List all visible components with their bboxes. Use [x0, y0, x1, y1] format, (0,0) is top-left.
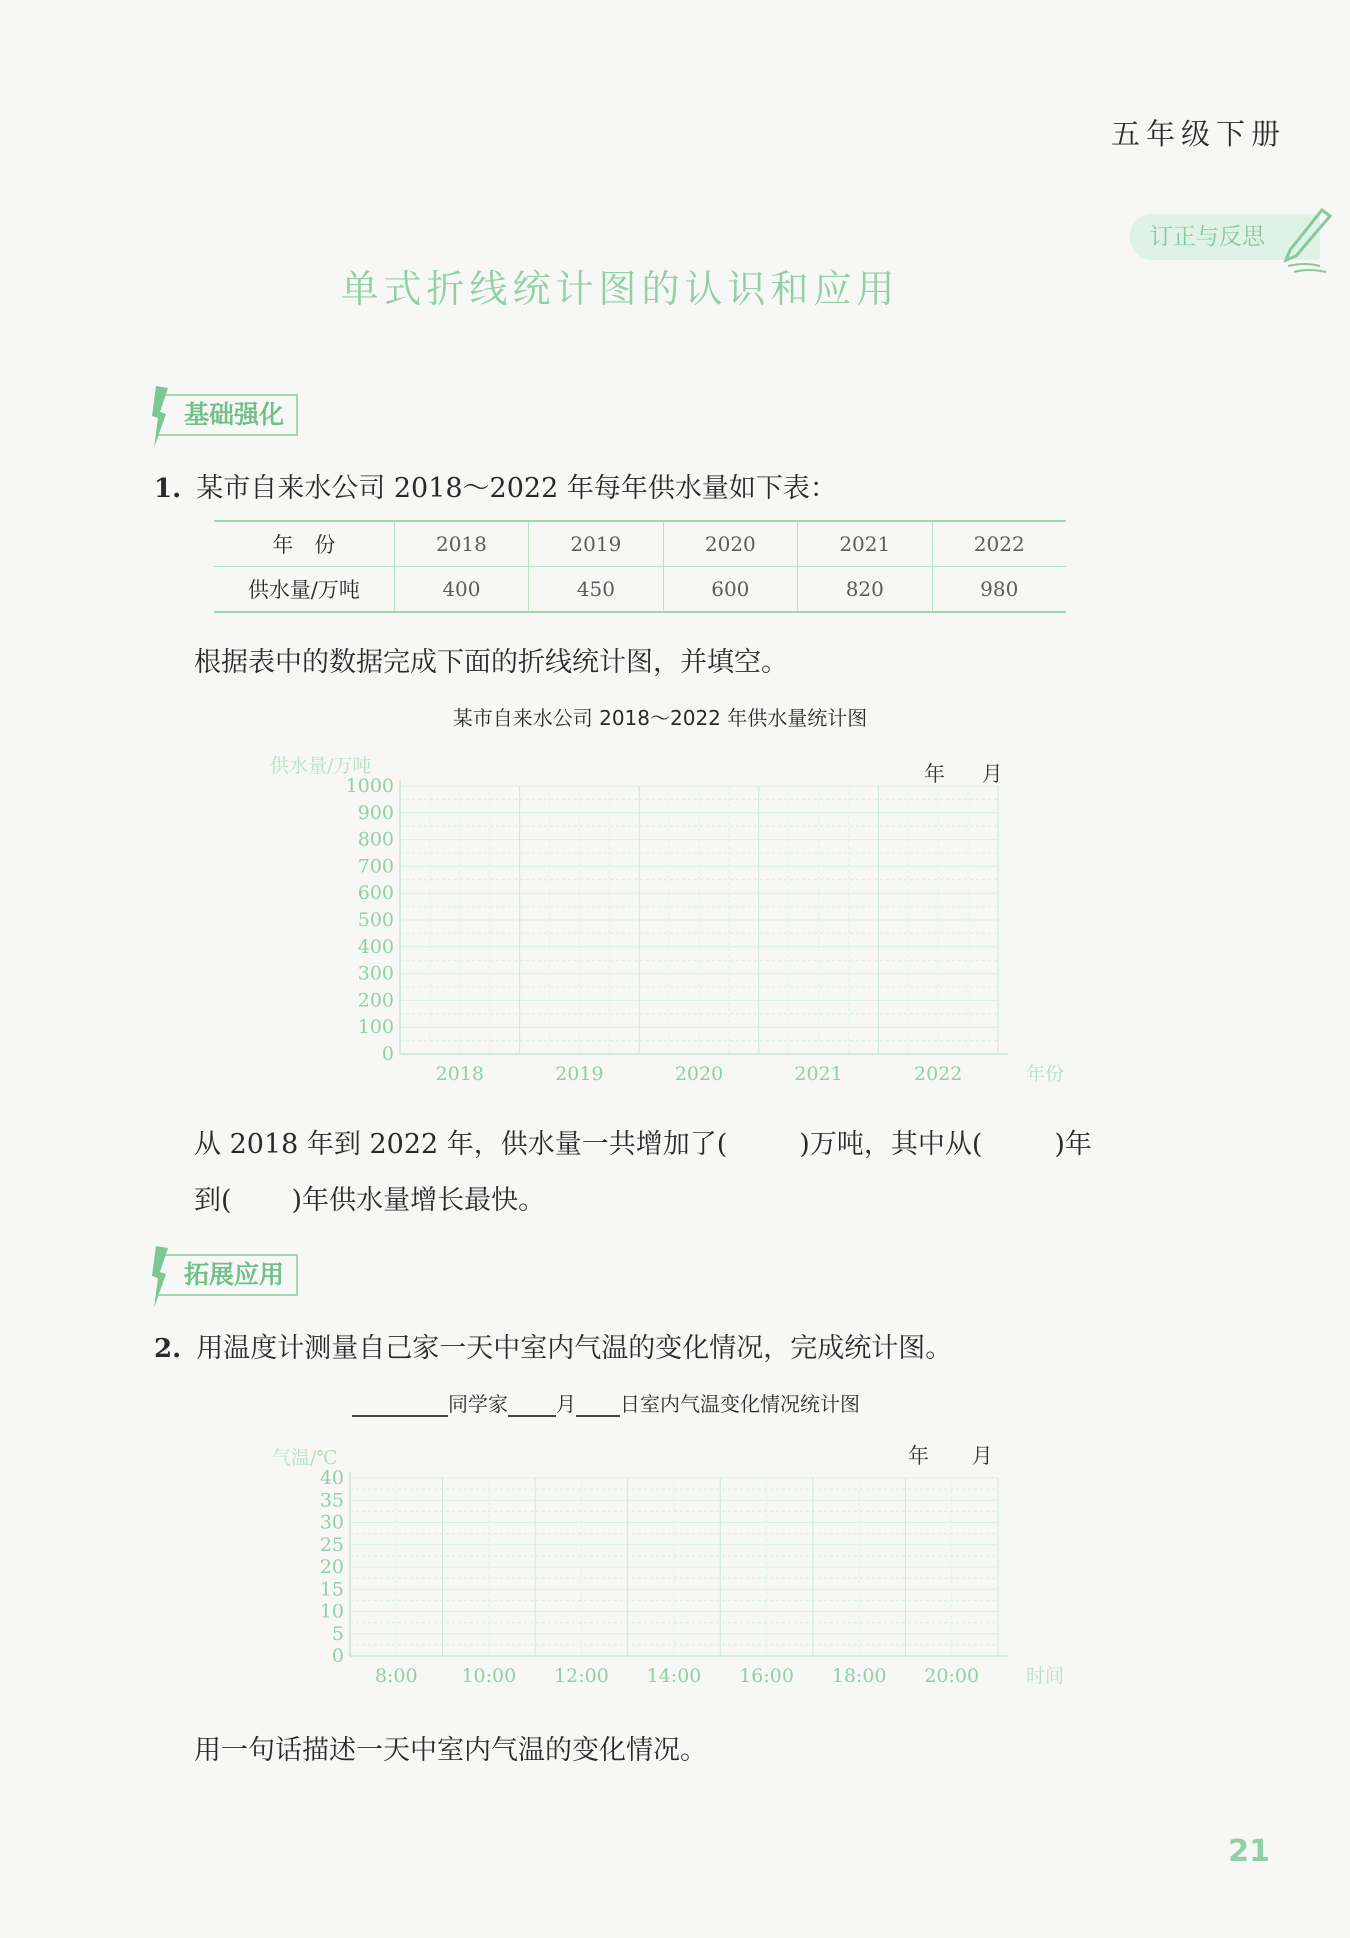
correction-reflection-tag — [1130, 214, 1320, 260]
table-cell: 2022 — [932, 522, 1066, 567]
caption-text: 月 — [556, 1392, 576, 1416]
table-cell: 2021 — [798, 522, 932, 567]
table-cell: 600 — [663, 567, 797, 612]
y-tick-label: 0 — [381, 1043, 394, 1065]
x-tick-label: 2020 — [674, 1063, 724, 1085]
table-cell: 2019 — [529, 522, 663, 567]
x-tick-label: 2021 — [794, 1063, 843, 1085]
y-tick-label: 20 — [319, 1556, 344, 1578]
table-cell: 2020 — [663, 522, 797, 567]
y-tick-label: 600 — [357, 882, 394, 905]
supply-line-chart — [250, 748, 1065, 1088]
table-cell: 2018 — [394, 522, 528, 567]
x-tick-label: 2018 — [435, 1063, 484, 1085]
y-tick-label: 700 — [357, 855, 394, 878]
fill-text: )年 — [1054, 1129, 1092, 1160]
temperature-line-chart — [250, 1440, 1065, 1690]
x-tick-label: 2022 — [914, 1063, 963, 1085]
x-tick-label: 8:00 — [374, 1665, 418, 1687]
month-label: 月 — [981, 762, 1003, 786]
fill-text: )年供水量增长最快。 — [291, 1185, 546, 1216]
grade-label: 五年级下册 — [1110, 117, 1286, 151]
supply-table — [214, 522, 1066, 611]
y-tick-label: 30 — [319, 1511, 344, 1534]
y-tick-label: 800 — [357, 828, 394, 851]
caption-text: 同学家 — [448, 1392, 508, 1416]
section-extend-tag — [158, 1254, 298, 1296]
page-number: 21 — [1228, 1834, 1270, 1869]
y-tick-label: 25 — [319, 1533, 344, 1556]
page-title: 单式折线统计图的认识和应用 — [340, 267, 900, 311]
y-axis-title: 气温/℃ — [272, 1447, 338, 1469]
table-row — [214, 567, 1066, 612]
question-number: 1. — [154, 474, 182, 504]
section-extend-label: 拓展应用 — [184, 1260, 285, 1289]
y-tick-label: 15 — [319, 1578, 344, 1601]
section-basic-label: 基础强化 — [184, 400, 285, 429]
y-tick-label: 1000 — [345, 775, 394, 797]
x-tick-label: 12:00 — [554, 1665, 609, 1687]
x-tick-label: 20:00 — [924, 1665, 980, 1687]
q2-instruction: 用一句话描述一天中室内气温的变化情况。 — [194, 1735, 707, 1766]
y-tick-label: 200 — [357, 989, 394, 1012]
y-tick-label: 300 — [357, 962, 394, 985]
month-label: 月 — [971, 1444, 993, 1468]
supply-table-wrapper — [214, 520, 1066, 613]
brush-stroke-icon — [146, 1242, 176, 1312]
table-cell: 980 — [932, 567, 1066, 612]
question-1 — [154, 466, 837, 505]
q1-fill-line-1 — [194, 1122, 1092, 1161]
x-tick-label: 16:00 — [739, 1665, 794, 1687]
y-tick-label: 10 — [319, 1600, 344, 1623]
day-blank[interactable] — [576, 1391, 620, 1417]
y-tick-label: 100 — [357, 1016, 394, 1039]
fill-text: )万吨，其中从( — [799, 1129, 983, 1160]
table-header-cell: 供水量/万吨 — [247, 578, 360, 602]
table-cell: 820 — [798, 567, 932, 612]
q1-fill-line-2 — [194, 1178, 545, 1217]
section-basic-tag — [158, 394, 298, 436]
x-tick-label: 10:00 — [461, 1665, 517, 1687]
table-row — [214, 522, 1066, 567]
fill-text: 从 2018 年到 2022 年，供水量一共增加了( — [194, 1129, 728, 1160]
table-cell: 450 — [529, 567, 663, 612]
x-tick-label: 2019 — [555, 1063, 604, 1085]
x-axis-title: 时间 — [1026, 1665, 1065, 1687]
y-axis-title: 供水量/万吨 — [270, 755, 372, 777]
question-text: 某市自来水公司 2018～2022 年每年供水量如下表： — [196, 473, 837, 504]
table-cell: 400 — [394, 567, 528, 612]
chart2-title — [352, 1388, 860, 1417]
month-blank[interactable] — [508, 1391, 556, 1417]
question-2 — [154, 1326, 952, 1365]
y-tick-label: 400 — [357, 935, 394, 958]
y-tick-label: 0 — [331, 1645, 344, 1667]
year-label: 年 — [924, 762, 945, 786]
question-text: 用温度计测量自己家一天中室内气温的变化情况，完成统计图。 — [196, 1333, 953, 1364]
question-number: 2. — [154, 1334, 182, 1364]
caption-text: 日室内气温变化情况统计图 — [620, 1392, 860, 1416]
y-tick-label: 900 — [357, 801, 394, 824]
y-tick-label: 40 — [319, 1467, 344, 1489]
y-tick-label: 35 — [319, 1489, 344, 1512]
x-tick-label: 18:00 — [831, 1665, 887, 1687]
pen-icon — [1274, 206, 1334, 276]
name-blank[interactable] — [352, 1391, 448, 1417]
table-header-cell: 年 份 — [272, 533, 336, 557]
brush-stroke-icon — [146, 382, 176, 452]
q1-instruction: 根据表中的数据完成下面的折线统计图，并填空。 — [194, 647, 788, 678]
x-axis-title: 年份 — [1026, 1063, 1065, 1085]
chart1-title: 某市自来水公司 2018～2022 年供水量统计图 — [452, 706, 868, 730]
y-tick-label: 500 — [357, 909, 394, 931]
y-tick-label: 5 — [331, 1622, 344, 1645]
fill-text: 到( — [194, 1185, 232, 1216]
year-label: 年 — [908, 1444, 929, 1468]
reflection-tag-label: 订正与反思 — [1150, 224, 1265, 250]
x-tick-label: 14:00 — [646, 1665, 702, 1687]
